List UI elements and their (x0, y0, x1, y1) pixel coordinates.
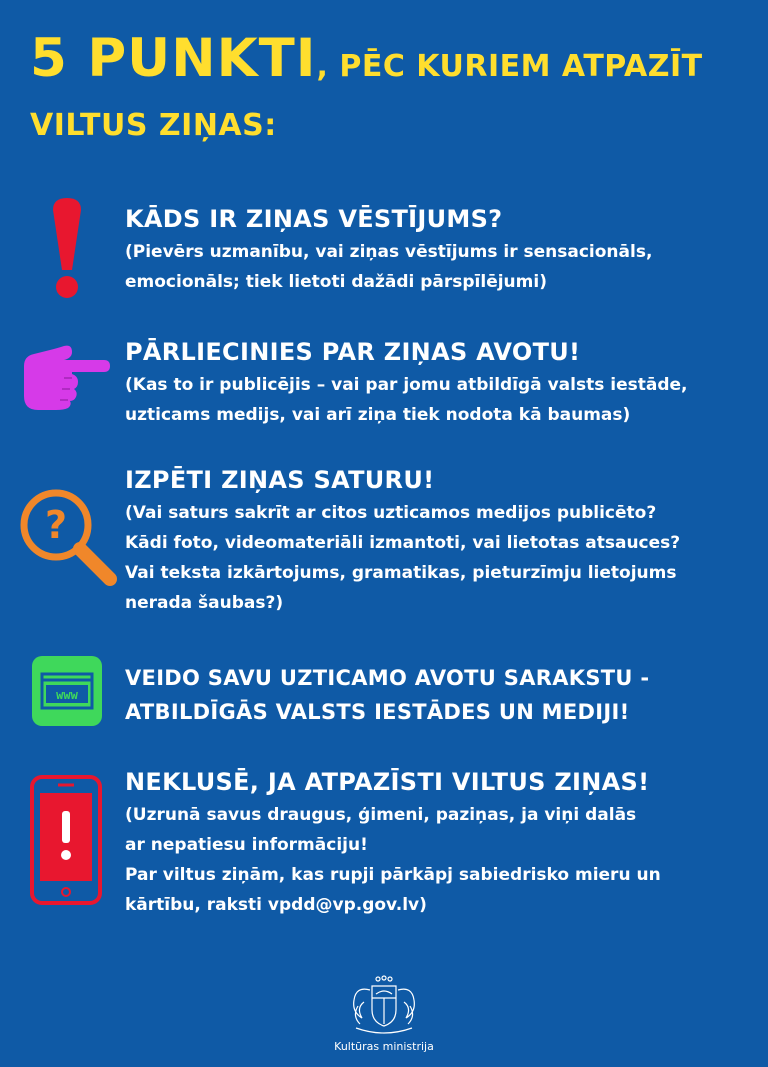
title-rest: , PĒC KURIEM ATPAZĪT (316, 49, 703, 84)
item-speak-up (125, 768, 745, 920)
item-heading: NEKLUSĒ, JA ATPAZĪSTI VILTUS ZIŅAS! (125, 768, 650, 796)
svg-text:?: ? (44, 503, 68, 547)
item-heading: IZPĒTI ZIŅAS SATURU! (125, 466, 435, 494)
item-body: (Kas to ir publicējis – vai par jomu atbildīgā valsts iestāde, uzticams medijs, vai arī ziņa tiek nodota kā baumas) (125, 375, 688, 425)
pointing-hand-icon (20, 344, 110, 414)
title-big: 5 PUNKTI (30, 28, 317, 89)
item-content (125, 466, 745, 618)
item-heading: VEIDO SAVU UZTICAMO AVOTU SARAKSTU - ATBILDĪGĀS VALSTS IESTĀDES UN MEDIJI! (125, 666, 650, 724)
page-title (30, 28, 750, 89)
ministry-label: Kultūras ministrija (334, 1040, 434, 1053)
title-line2: VILTUS ZIŅAS: (30, 108, 277, 143)
phone-alert-icon (30, 775, 102, 909)
item-body: (Vai saturs sakrīt ar citos uzticamos medijos publicēto? Kādi foto, videomateriāli izmantoti, vai lietotas atsauces? Vai teksta izkārtojums, gramatikas, pieturzīmju lietojums nerada šaubas?) (125, 503, 681, 613)
item-source (125, 338, 745, 430)
browser-www-icon (32, 656, 102, 730)
item-message (125, 205, 745, 297)
item-body: (Uzrunā savus draugus, ģimeni, paziņas, ja viņi dalās ar nepatiesu informāciju! Par viltus ziņām, kas rupji pārkāpj sabiedrisko mieru un kārtību, raksti vpdd@vp.gov.lv) (125, 805, 661, 915)
exclamation-icon (50, 196, 84, 304)
item-body: (Pievērs uzmanību, vai ziņas vēstījums ir sensacionāls, emocionāls; tiek lietoti dažādi pārspīlējumi) (125, 242, 653, 292)
svg-text:www: www (56, 688, 78, 702)
magnifier-question-icon (16, 485, 120, 593)
latvia-coat-of-arms-icon (342, 972, 426, 1040)
item-sources-list (125, 661, 745, 729)
item-heading: KĀDS IR ZIŅAS VĒSTĪJUMS? (125, 205, 503, 233)
item-heading: PĀRLIECINIES PAR ZIŅAS AVOTU! (125, 338, 581, 366)
